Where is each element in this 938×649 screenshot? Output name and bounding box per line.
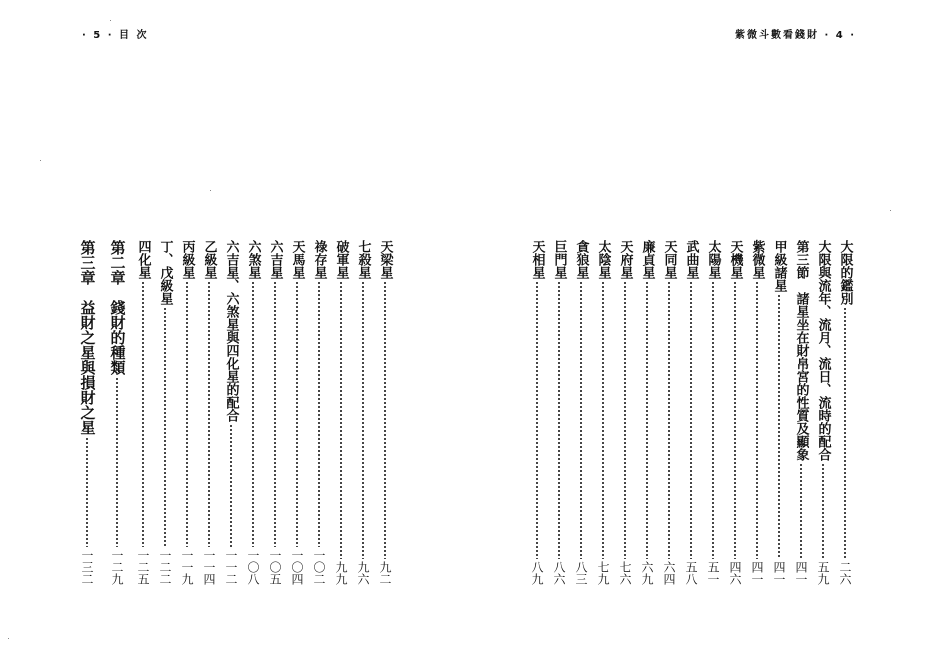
toc-entry-page-number: 一二五 [136,549,150,585]
toc-entry-page-number: 一二二 [158,549,172,585]
toc-entry-page-number: 一〇五 [268,549,282,585]
toc-entry[interactable] [242,240,264,585]
toc-entry[interactable] [680,240,702,585]
toc-entry-title: 貪狼星 [573,240,589,279]
toc-dot-leader [359,281,367,559]
toc-entry[interactable] [198,240,220,585]
toc-entry-title: 七殺星 [355,240,371,279]
toc-entry[interactable] [768,240,790,585]
toc-entry-page-number: 六九 [640,561,654,585]
toc-entry-page-number: 五九 [816,561,830,585]
toc-entry[interactable] [176,240,198,585]
toc-dot-leader [183,281,191,547]
toc-entry-page-number: 五八 [684,561,698,585]
toc-entry-title: 乙級星 [201,240,217,279]
toc-dot-leader [83,437,91,547]
toc-dot-leader [315,281,323,547]
toc-entry-title: 巨門星 [551,240,567,279]
toc-entry-page-number: 一〇八 [246,549,260,585]
toc-entry-page-number: 一一二 [224,549,238,585]
toc-entry-title: 大限的鑑別 [837,240,853,305]
toc-entry-page-number: 一二九 [110,549,124,585]
toc-entry-title: 甲級諸星 [771,240,787,292]
running-header-right: 紫微斗數看錢財 · 4 · [735,30,856,41]
toc-dot-leader [643,281,651,559]
toc-entry-page-number: 四一 [772,561,786,585]
toc-entry-title: 天相星 [529,240,545,279]
toc-dot-leader [731,281,739,559]
toc-entry-title: 祿存星 [311,240,327,279]
toc-entry-title: 第三章 益財之星與損財之星 [78,240,97,435]
toc-dot-leader [555,281,563,559]
toc-left-page [72,240,417,585]
toc-entry-title: 太陽星 [705,240,721,279]
toc-entry-title: 第二章 錢財的種類 [108,240,127,375]
toc-entry-page-number: 四一 [794,561,808,585]
toc-entry-title: 天同星 [661,240,677,279]
scan-speck [890,210,891,211]
running-header-left: · 5 · 目 次 [82,30,149,41]
toc-entry-title: 六煞星 [245,240,261,279]
toc-entry[interactable] [658,240,680,585]
toc-dot-leader [205,281,213,547]
toc-entry-page-number: 七九 [596,561,610,585]
toc-entry-title: 六吉星、六煞星與四化星的配合 [223,240,239,422]
toc-dot-leader [161,307,169,547]
toc-entry[interactable] [636,240,658,585]
toc-list-right [526,240,856,585]
toc-entry[interactable] [132,240,154,585]
scan-speck [110,20,111,21]
toc-entry[interactable] [526,240,548,585]
toc-dot-leader [337,281,345,559]
scan-speck [8,638,9,639]
toc-dot-leader [577,281,585,559]
toc-entry-title: 天馬星 [289,240,305,279]
toc-right-page [526,240,871,585]
toc-entry[interactable] [264,240,286,585]
toc-entry-page-number: 九六 [356,561,370,585]
toc-entry[interactable] [286,240,308,585]
toc-entry-page-number: 四一 [750,561,764,585]
toc-entry-title: 天梁星 [377,240,393,279]
toc-entry[interactable] [812,240,834,585]
toc-entry-title: 六吉星 [267,240,283,279]
toc-entry-page-number: 八三 [574,561,588,585]
toc-entry-page-number: 八六 [552,561,566,585]
toc-entry[interactable] [330,240,352,585]
toc-entry-title: 大限與流年、流月、流日、流時的配合 [815,240,831,461]
toc-dot-leader [841,307,849,559]
toc-dot-leader [381,281,389,559]
toc-dot-leader [621,281,629,559]
toc-entry[interactable] [834,240,856,585]
toc-entry[interactable] [548,240,570,585]
toc-entry[interactable] [746,240,768,585]
toc-entry[interactable] [72,240,102,585]
toc-entry-page-number: 一一四 [202,549,216,585]
toc-entry-page-number: 一〇二 [312,549,326,585]
toc-dot-leader [249,281,257,547]
toc-dot-leader [687,281,695,559]
toc-entry-title: 第三節 諸星坐在財帛宮的性質及顯象 [793,240,809,461]
toc-entry-title: 天機星 [727,240,743,279]
toc-entry[interactable] [374,240,396,585]
toc-entry-page-number: 九二 [378,561,392,585]
toc-entry[interactable] [220,240,242,585]
toc-entry-page-number: 八九 [530,561,544,585]
toc-entry-title: 破軍星 [333,240,349,279]
toc-entry-title: 四化星 [135,240,151,279]
toc-entry[interactable] [308,240,330,585]
toc-entry[interactable] [102,240,132,585]
toc-entry[interactable] [614,240,636,585]
toc-entry[interactable] [154,240,176,585]
toc-entry[interactable] [702,240,724,585]
toc-entry-title: 丁、戊級星 [157,240,173,305]
toc-dot-leader [227,424,235,547]
toc-dot-leader [293,281,301,547]
toc-dot-leader [753,281,761,559]
toc-dot-leader [775,294,783,559]
toc-dot-leader [665,281,673,559]
toc-entry[interactable] [570,240,592,585]
toc-list-left [72,240,396,585]
toc-dot-leader [533,281,541,559]
toc-entry-title: 紫微星 [749,240,765,279]
toc-entry-page-number: 一三二 [80,549,94,585]
toc-entry-page-number: 一一九 [180,549,194,585]
toc-dot-leader [797,463,805,559]
toc-entry[interactable] [592,240,614,585]
toc-entry-page-number: 四六 [728,561,742,585]
toc-dot-leader [599,281,607,559]
toc-entry[interactable] [352,240,374,585]
toc-entry-page-number: 五一 [706,561,720,585]
toc-entry-title: 丙級星 [179,240,195,279]
toc-dot-leader [709,281,717,559]
toc-entry-title: 武曲星 [683,240,699,279]
toc-dot-leader [271,281,279,547]
toc-entry-page-number: 二六 [838,561,852,585]
toc-entry[interactable] [790,240,812,585]
scan-speck [210,190,211,191]
toc-entry-page-number: 六四 [662,561,676,585]
toc-entry-page-number: 七六 [618,561,632,585]
toc-entry[interactable] [724,240,746,585]
scan-speck [40,160,41,161]
toc-entry-title: 太陰星 [595,240,611,279]
toc-dot-leader [113,377,121,547]
toc-entry-page-number: 九九 [334,561,348,585]
toc-dot-leader [819,463,827,559]
toc-dot-leader [139,281,147,547]
toc-entry-page-number: 一〇四 [290,549,304,585]
toc-entry-title: 天府星 [617,240,633,279]
toc-entry-title: 廉貞星 [639,240,655,279]
